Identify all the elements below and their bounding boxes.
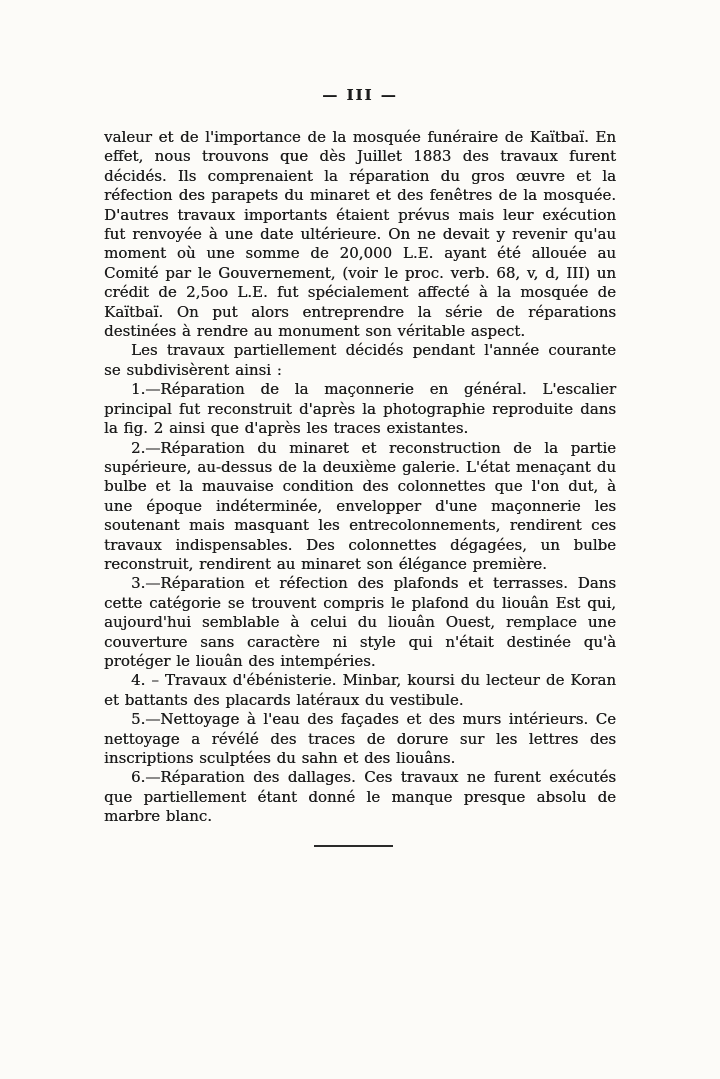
page-number: — III — <box>322 86 398 104</box>
list-item-1: 1.—Réparation de la maçonnerie en général. L'escalier principal fut reconstruit d'après la photographie reproduite dans la fig. 2 ainsi que d'après les traces existantes. <box>104 380 616 438</box>
list-item-6: 6.—Réparation des dallages. Ces travaux ne furent exécutés que partiellement étant donné le manque presque absolu de marbre blanc. <box>104 768 616 826</box>
list-item-4: 4. – Travaux d'ébénisterie. Minbar, koursi du lecteur de Koran et battants des placards latéraux du vestibule. <box>104 671 616 709</box>
list-item-5: 5.—Nettoyage à l'eau des façades et des murs intérieurs. Ce nettoyage a révélé des traces de dorure sur les lettres des inscriptions sculptées du sahn et des liouâns. <box>104 710 616 767</box>
list-item-2: 2.—Réparation du minaret et reconstruction de la partie supérieure, au-dessus de la deuxième galerie. L'état menaçant du bulbe et la mauvaise condition des colonnettes que l'on dut, à une époque indéterminée, envelopper d'une maçonnerie les soutenant mais masquant les entrecolonnements, rendirent ces travaux indispensables. Des colonnettes dégagées, un bulbe reconstruit, rendirent au minaret son élégance première. <box>104 438 616 573</box>
continuation-paragraph: valeur et de l'importance de la mosquée funéraire de Kaïtbaï. En effet, nous trouvons que dès Juillet 1883 des travaux furent décidés. Ils comprenaient la réparation du gros œuvre et la réfection des parapets du minaret et des fenêtres de la mosquée. D'autres travaux importants étaient prévus mais leur exécution fut renvoyée à une date ultérieure. On ne devait y revenir qu'au moment où une somme de 20,000 L.E. ayant été allouée au Comité par le Gouvernement, (voir le proc. verb. 68, v, d, III) un crédit de 2,5oo L.E. fut spécialement affecté à la mosquée de Kaïtbaï. On put alors entreprendre la série de réparations destinées à rendre au monument son véritable aspect. <box>104 128 616 341</box>
text-block <box>104 128 616 827</box>
intro-paragraph: Les travaux partiellement décidés pendant l'année courante se subdivisèrent ainsi : <box>104 341 616 379</box>
end-divider <box>314 845 393 847</box>
list-item-3: 3.—Réparation et réfection des plafonds et terrasses. Dans cette catégorie se trouvent compris le plafond du liouân Est qui, aujourd'hui semblable à celui du liouân Ouest, remplace une couverture sans caractère ni style qui n'était destinée qu'à protéger le liouân des intempéries. <box>104 574 616 670</box>
